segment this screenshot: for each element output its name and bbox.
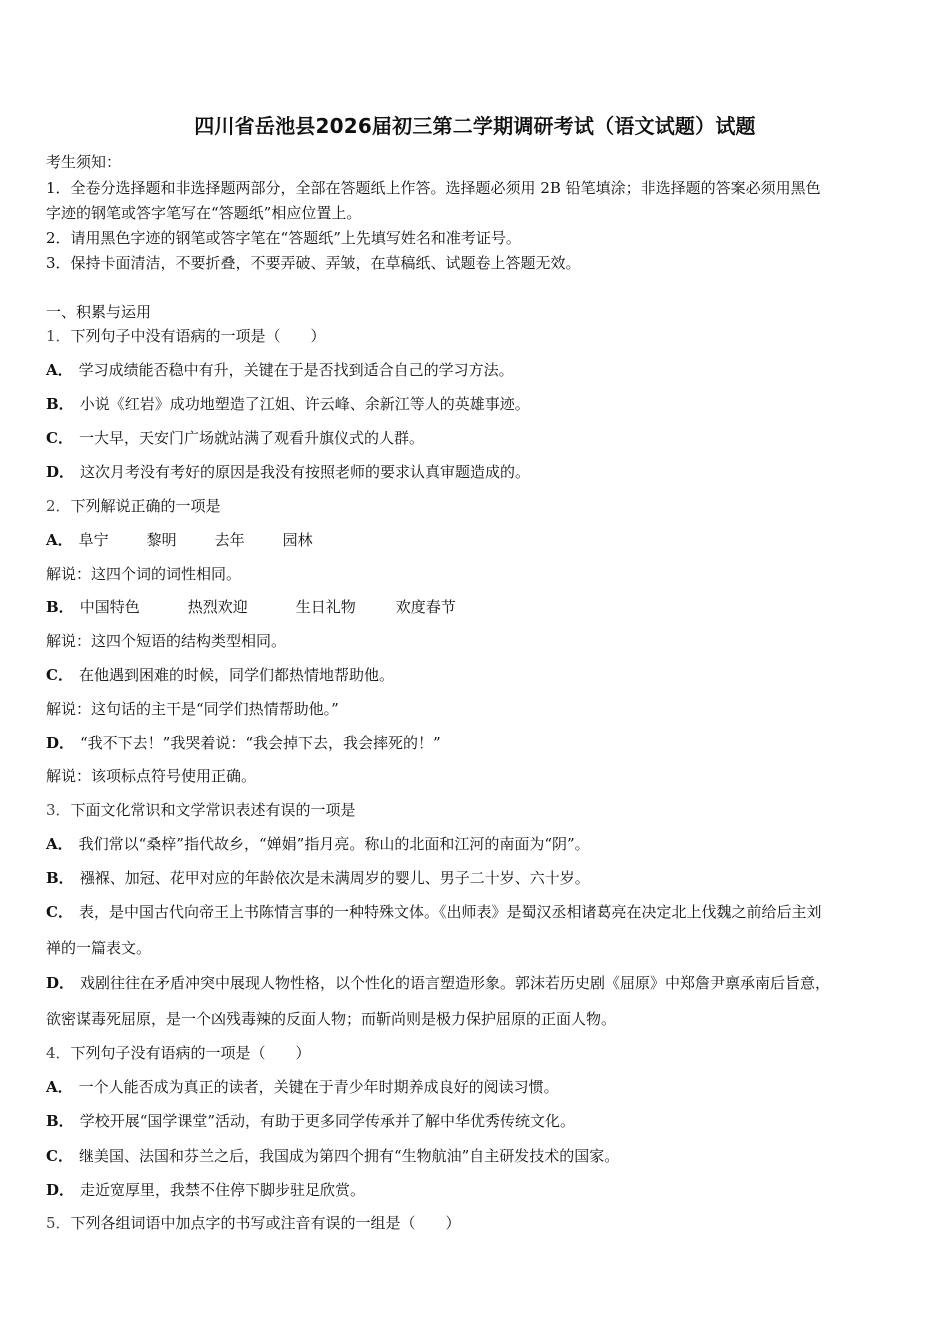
- option-label: A．: [46, 361, 73, 379]
- phrase-item: 生日礼物: [295, 598, 356, 616]
- option-label: D．: [46, 1181, 75, 1199]
- option-text: 小说《红岩》成功地塑造了江姐、许云峰、余新江等人的英雄事迹。: [79, 395, 530, 413]
- option-label: C．: [46, 666, 73, 684]
- q2-b-explanation: 解说：这四个短语的结构类型相同。: [46, 632, 287, 650]
- option-text: 继美国、法国和芬兰之后，我国成为第四个拥有“生物航油”自主研发技术的国家。: [78, 1147, 620, 1165]
- word-item: 园林: [282, 531, 313, 549]
- option-label: C．: [46, 429, 73, 447]
- option-text: 戏剧往往在矛盾冲突中展现人物性格，以个性化的语言塑造形象。郭沫若历史剧《屈原》中郑詹尹禀承南后旨意，: [80, 974, 831, 992]
- option-label: D．: [46, 463, 75, 481]
- q3-option-b: [46, 868, 590, 888]
- option-label: A．: [46, 1078, 73, 1096]
- question-text: 下列句子中没有语病的一项是（ ）: [70, 327, 326, 345]
- q2-option-b: [46, 597, 456, 617]
- question-number: 1．: [46, 327, 71, 345]
- option-label: C．: [46, 1147, 73, 1165]
- phrase-item: 热烈欢迎: [187, 598, 248, 616]
- q4-option-c: [46, 1146, 619, 1166]
- q4-option-b: [46, 1111, 575, 1131]
- option-label: B．: [46, 395, 74, 413]
- option-text: 学校开展“国学课堂”活动，有助于更多同学传承并了解中华优秀传统文化。: [79, 1112, 576, 1130]
- q3-option-c-continued: 禅的一篇表文。: [46, 939, 152, 957]
- option-text: 我们常以“桑梓”指代故乡，“婵娟”指月亮。称山的北面和江河的南面为“阴”。: [78, 835, 590, 853]
- notice-heading: 考生须知：: [46, 153, 122, 171]
- option-text: 一个人能否成为真正的读者，关键在于青少年时期养成良好的阅读习惯。: [78, 1078, 559, 1096]
- option-text: “我不下去！”我哭着说：“我会掉下去，我会摔死的！”: [80, 734, 441, 752]
- question-text: 下列句子没有语病的一项是（ ）: [70, 1044, 311, 1062]
- question-number: 2．: [46, 497, 71, 515]
- option-label: A．: [46, 835, 73, 853]
- q2-option-a: [46, 530, 313, 550]
- q2-option-c: [46, 665, 394, 685]
- q4-option-d: [46, 1180, 365, 1200]
- option-text: 襁褓、加冠、花甲对应的年龄依次是未满周岁的婴儿、男子二十岁、六十岁。: [79, 869, 590, 887]
- question-number: 5．: [46, 1214, 71, 1232]
- option-label: D．: [46, 974, 75, 992]
- page-title: 四川省岳池县2026届初三第二学期调研考试（语文试题）试题: [194, 114, 756, 138]
- notice-line-1: 1．全卷分选择题和非选择题两部分，全部在答题纸上作答。选择题必须用 2B 铅笔填涂；非选择题的答案必须用黑色: [46, 179, 821, 197]
- question-text: 下面文化常识和文学常识表述有误的一项是: [70, 801, 356, 819]
- option-text: 学习成绩能否稳中有升，关键在于是否找到适合自己的学习方法。: [78, 361, 514, 379]
- phrase-item: 欢度春节: [395, 598, 456, 616]
- question-3-stem: [46, 800, 356, 820]
- option-label: A．: [46, 531, 73, 549]
- notice-line-4: 3．保持卡面清洁，不要折叠，不要弄破、弄皱，在草稿纸、试题卷上答题无效。: [46, 254, 581, 272]
- option-text: 一大早，天安门广场就站满了观看升旗仪式的人群。: [78, 429, 424, 447]
- option-label: B．: [46, 598, 74, 616]
- q3-option-c: [46, 902, 821, 922]
- q1-option-c: [46, 428, 424, 448]
- q2-a-explanation: 解说：这四个词的词性相同。: [46, 565, 242, 583]
- q3-option-d: [46, 973, 830, 993]
- word-item: 黎明: [146, 531, 177, 549]
- option-text: 走近宽厚里，我禁不住停下脚步驻足欣赏。: [80, 1181, 366, 1199]
- q1-option-d: [46, 462, 530, 482]
- question-number: 4．: [46, 1044, 71, 1062]
- notice-line-2: 字迹的钢笔或答字笔写在“答题纸”相应位置上。: [46, 204, 362, 222]
- option-label: C．: [46, 903, 73, 921]
- option-label: B．: [46, 869, 74, 887]
- q1-option-a: [46, 360, 514, 380]
- word-item: 去年: [214, 531, 245, 549]
- phrase-item: 中国特色: [79, 598, 140, 616]
- q2-option-d: [46, 733, 441, 753]
- question-1-stem: [46, 326, 326, 346]
- section-heading: 一、积累与运用: [46, 303, 152, 321]
- word-item: 阜宁: [78, 531, 109, 549]
- q3-option-d-continued: 欲密谋毒死屈原，是一个凶残毒辣的反面人物；而靳尚则是极力保护屈原的正面人物。: [46, 1010, 617, 1028]
- option-text: 这次月考没有考好的原因是我没有按照老师的要求认真审题造成的。: [80, 463, 531, 481]
- q4-option-a: [46, 1077, 559, 1097]
- option-label: D．: [46, 734, 75, 752]
- question-5-stem: [46, 1213, 461, 1233]
- q2-d-explanation: 解说：该项标点符号使用正确。: [46, 767, 257, 785]
- question-number: 3．: [46, 801, 71, 819]
- question-text: 下列各组词语中加点字的书写或注音有误的一组是（ ）: [70, 1214, 461, 1232]
- question-2-stem: [46, 496, 221, 516]
- option-text: 表，是中国古代向帝王上书陈情言事的一种特殊文体。《出师表》是蜀汉丞相诸葛亮在决定北上伐魏之前给后主刘: [78, 903, 822, 921]
- question-text: 下列解说正确的一项是: [70, 497, 221, 515]
- q1-option-b: [46, 394, 530, 414]
- q3-option-a: [46, 834, 590, 854]
- question-4-stem: [46, 1043, 311, 1063]
- q2-c-explanation: 解说：这句话的主干是“同学们热情帮助他。”: [46, 700, 339, 718]
- option-label: B．: [46, 1112, 74, 1130]
- option-text: 在他遇到困难的时候，同学们都热情地帮助他。: [78, 666, 394, 684]
- notice-line-3: 2．请用黑色字迹的钢笔或答字笔在“答题纸”上先填写姓名和准考证号。: [46, 229, 521, 247]
